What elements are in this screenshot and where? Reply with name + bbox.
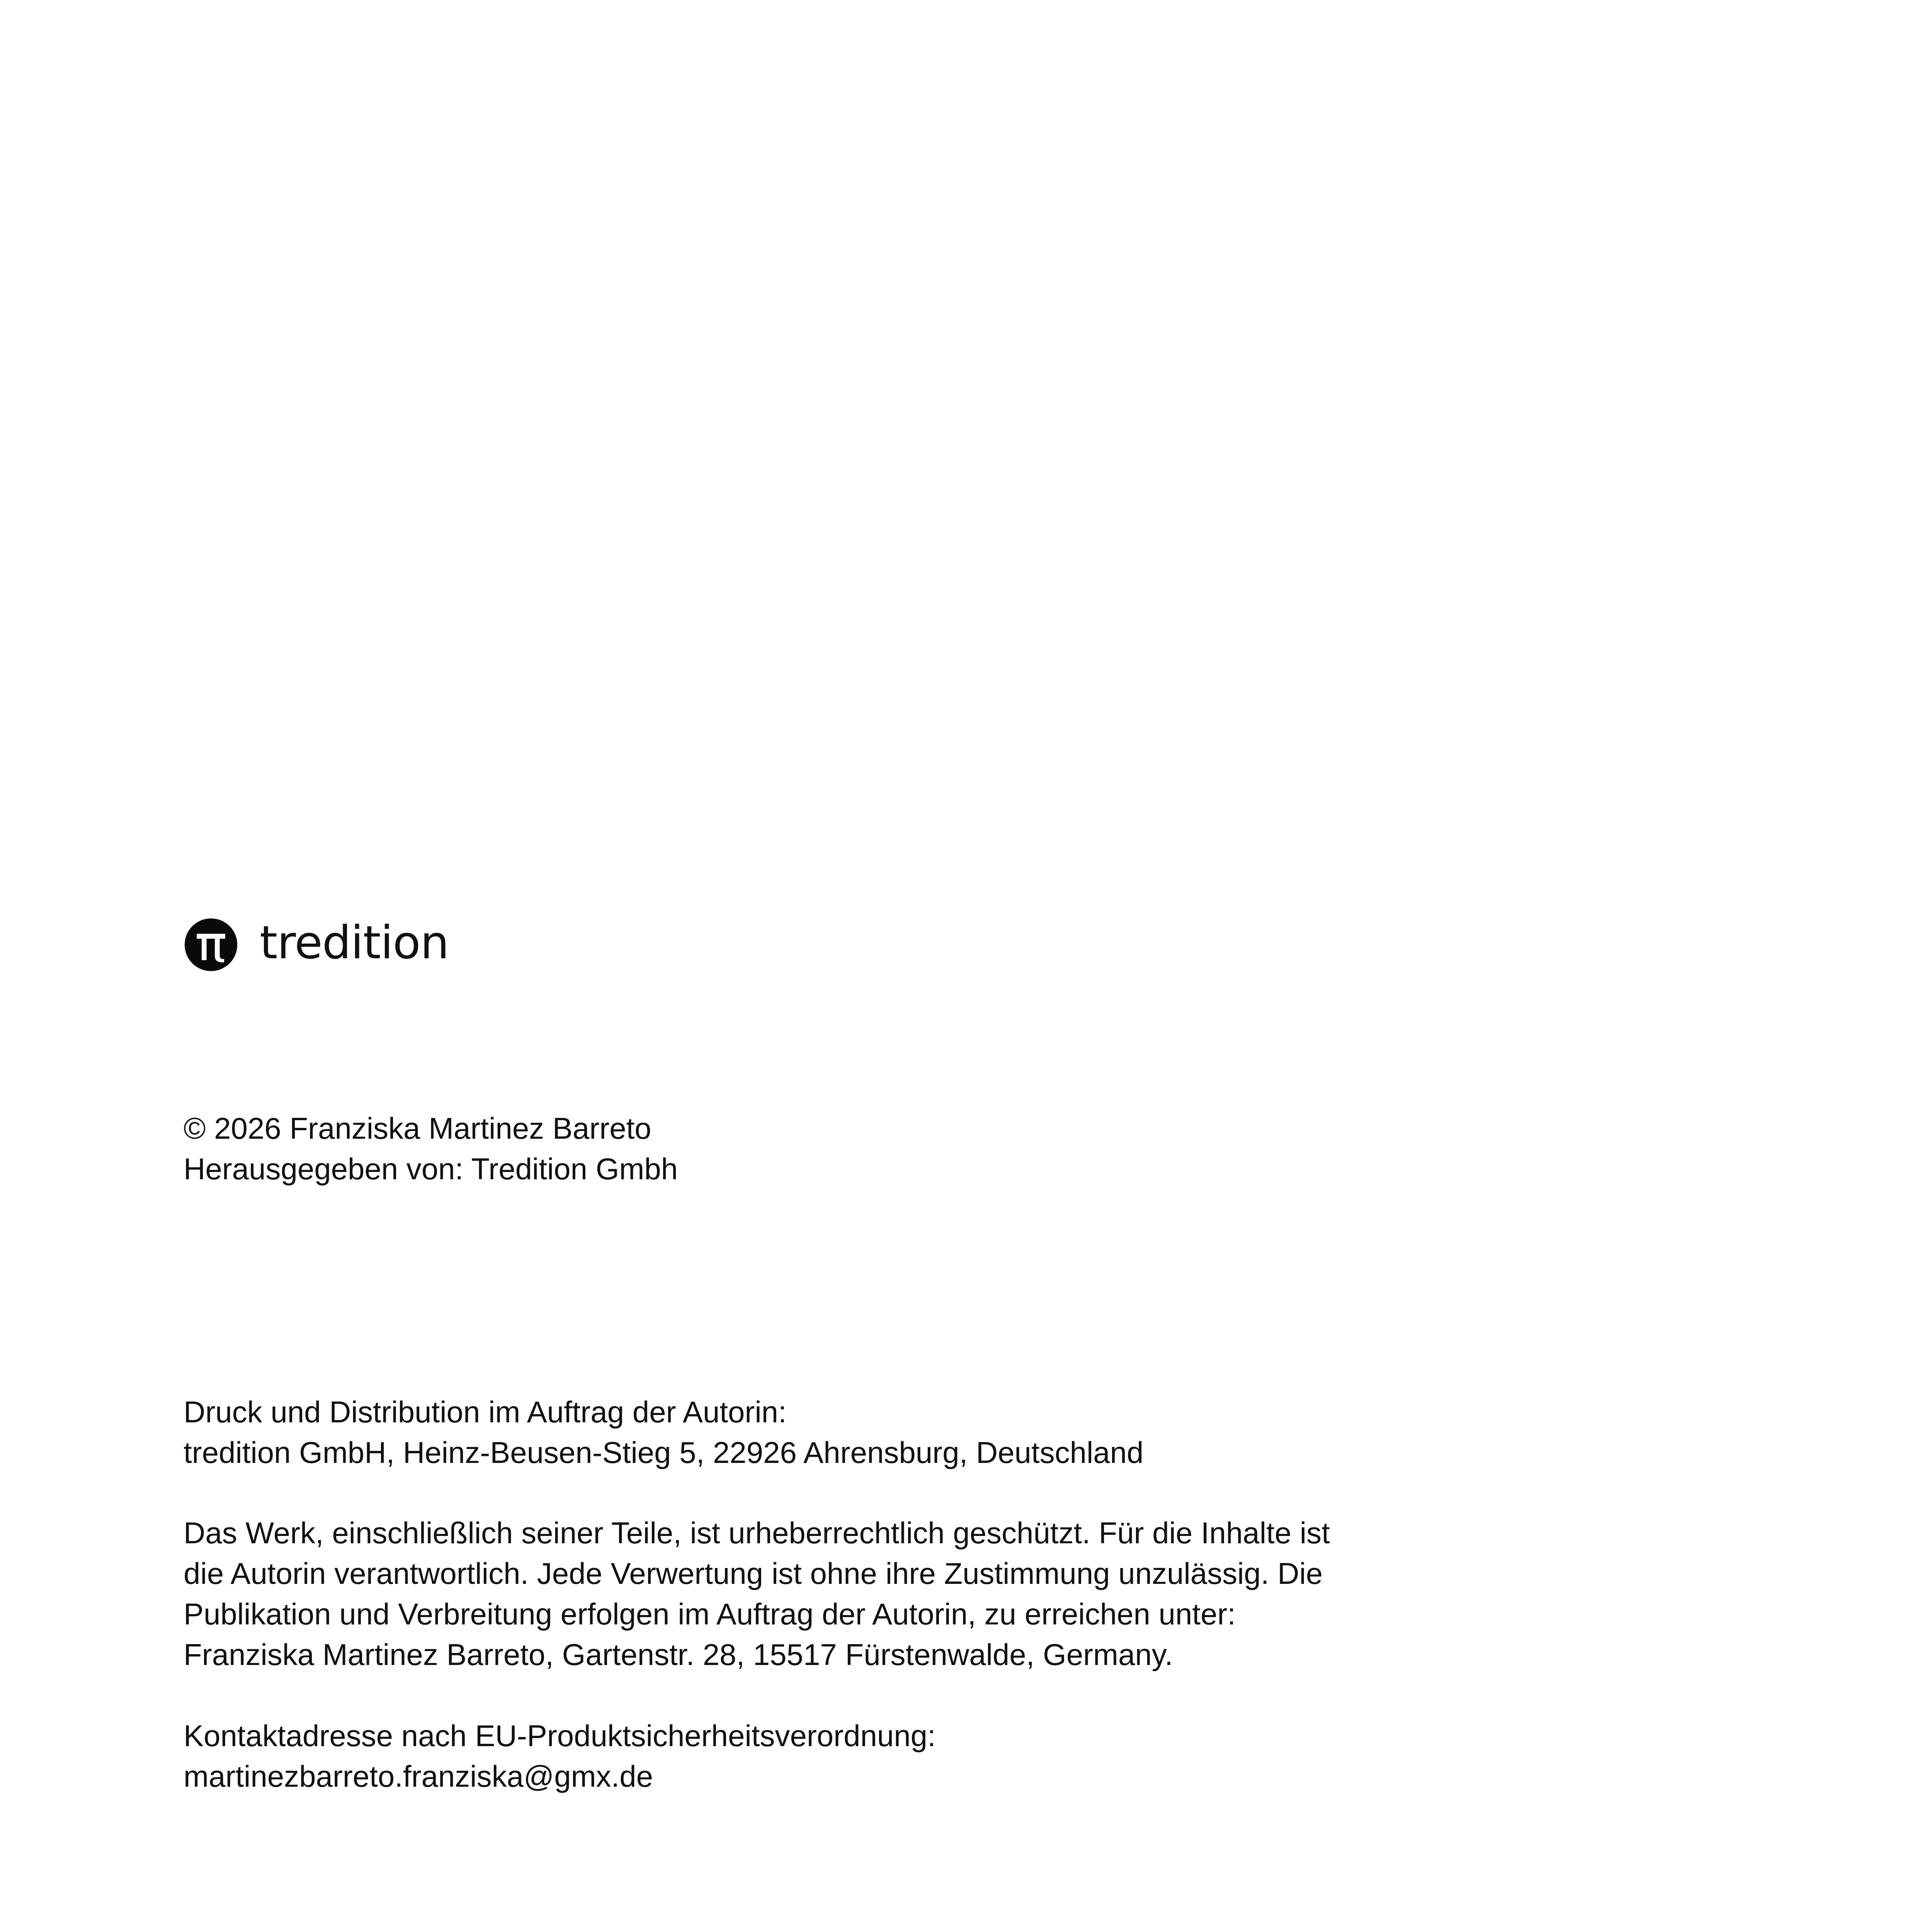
copyright-block	[184, 1108, 678, 1189]
rights-line: Das Werk, einschließlich seiner Teile, ist urheberrechtlich geschützt. Für die Inhalte ist	[184, 1516, 1330, 1550]
publisher-logo	[184, 916, 449, 974]
publisher-line: Herausgegeben von: Tredition Gmbh	[184, 1152, 678, 1186]
tredition-logo-icon	[184, 917, 238, 972]
printing-block	[184, 1392, 1143, 1473]
contact-block	[184, 1716, 936, 1797]
rights-line: die Autorin verantwortlich. Jede Verwertung ist ohne ihre Zustimmung unzulässig. Die	[184, 1556, 1323, 1590]
printing-label: Druck und Distribution im Auftrag der Autorin:	[184, 1395, 787, 1429]
contact-email: martinezbarreto.franziska@gmx.de	[184, 1759, 653, 1793]
contact-label: Kontaktadresse nach EU-Produktsicherheitsverordnung:	[184, 1719, 936, 1753]
author-address: Franziska Martinez Barreto, Gartenstr. 28, 15517 Fürstenwalde, Germany.	[184, 1638, 1173, 1672]
rights-notice	[184, 1513, 1330, 1675]
printer-address: tredition GmbH, Heinz-Beusen-Stieg 5, 22926 Ahrensburg, Deutschland	[184, 1435, 1144, 1469]
logo-wordmark: tredition	[260, 916, 449, 969]
copyright-line: © 2026 Franziska Martinez Barreto	[184, 1111, 651, 1145]
rights-line: Publikation und Verbreitung erfolgen im Auftrag der Autorin, zu erreichen unter:	[184, 1597, 1236, 1631]
